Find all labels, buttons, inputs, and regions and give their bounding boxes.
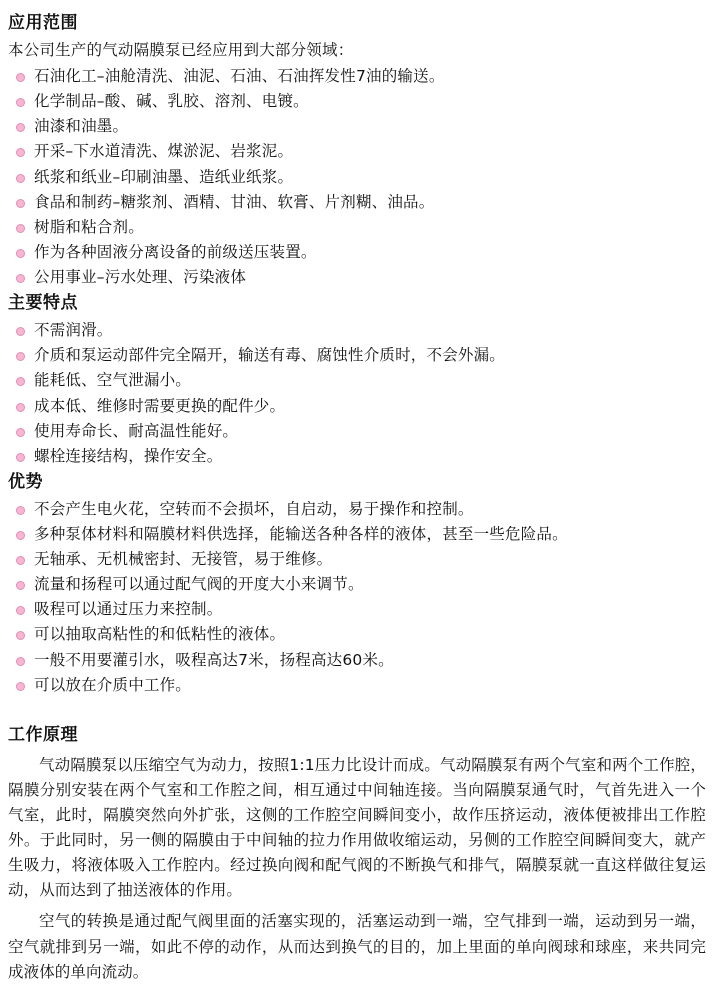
list-item xyxy=(8,139,706,164)
list-item-text: 成本低、维修时需要更换的配件少。 xyxy=(34,396,286,415)
list-item-text: 使用寿命长、耐高温性能好。 xyxy=(34,421,239,440)
list-item-text: 纸浆和纸业–印刷油墨、造纸业纸浆。 xyxy=(34,167,294,186)
list-item-text: 食品和制药–糖浆剂、酒精、甘油、软膏、片剂糊、油品。 xyxy=(34,192,435,211)
list-item-text: 可以放在介质中工作。 xyxy=(34,675,192,694)
list-item-text: 多种泵体材料和隔膜材料供选择，能输送各种各样的液体，甚至一些危险品。 xyxy=(34,525,568,544)
bullet-dot-icon xyxy=(16,556,25,565)
list-item-text: 树脂和粘合剂。 xyxy=(34,217,144,236)
list-item-text: 吸程可以通过压力来控制。 xyxy=(34,600,223,619)
list-item-text: 流量和扬程可以通过配气阀的开度大小来调节。 xyxy=(34,575,364,594)
list-item xyxy=(8,190,706,215)
bullet-dot-icon xyxy=(16,249,25,258)
list-item xyxy=(8,368,706,393)
bullet-dot-icon xyxy=(16,274,25,283)
section-title-application: 应用范围 xyxy=(8,13,78,33)
list-item-text: 能耗低、空气泄漏小。 xyxy=(34,371,192,390)
paragraph-principle-2: 空气的转换是通过配气阀里面的活塞实现的，活塞运动到一端，空气排到一端，运动到另一端，空气就排到另一端，如此不停的动作，从而达到换气的目的，加上里面的单向阀球和球座，来共同完成液体的单向流动。 xyxy=(8,912,706,981)
bullet-dot-icon xyxy=(16,73,25,82)
bullet-dot-icon xyxy=(16,428,25,437)
list-item xyxy=(8,572,706,597)
list-item-text: 开采–下水道清洗、煤淤泥、岩浆泥。 xyxy=(34,142,294,161)
list-item xyxy=(8,165,706,190)
bullet-dot-icon xyxy=(16,377,25,386)
list-item xyxy=(8,215,706,240)
list-item-text: 一般不用要灌引水，吸程高达7米，扬程高达60米。 xyxy=(34,650,394,669)
bullet-dot-icon xyxy=(16,174,25,183)
list-item xyxy=(8,114,706,139)
bullet-dot-icon xyxy=(16,631,25,640)
bullet-dot-icon xyxy=(16,352,25,361)
bullet-dot-icon xyxy=(16,148,25,157)
bullet-list-features xyxy=(8,318,706,469)
list-item-text: 化学制品–酸、碱、乳胶、溶剂、电镀。 xyxy=(34,92,309,111)
list-item xyxy=(8,419,706,444)
section-title-advantages: 优势 xyxy=(8,471,43,492)
list-item-text: 公用事业–污水处理、污染液体 xyxy=(34,267,247,286)
list-item xyxy=(8,265,706,290)
list-item xyxy=(8,64,706,89)
bullet-dot-icon xyxy=(16,606,25,615)
bullet-dot-icon xyxy=(16,657,25,666)
section-title-features: 主要特点 xyxy=(8,293,78,314)
list-item xyxy=(8,522,706,547)
list-item xyxy=(8,622,706,647)
bullet-dot-icon xyxy=(16,581,25,590)
list-item-text: 螺栓连接结构，操作安全。 xyxy=(34,446,223,465)
section-title-working-principle: 工作原理 xyxy=(8,724,78,745)
bullet-dot-icon xyxy=(16,199,25,208)
list-item-text: 无轴承、无机械密封、无接管，易于维修。 xyxy=(34,550,333,569)
bullet-dot-icon xyxy=(16,224,25,233)
list-item-text: 可以抽取高粘性的和低粘性的液体。 xyxy=(34,625,286,644)
bullet-dot-icon xyxy=(16,531,25,540)
section-lead-application: 本公司生产的气动隔膜泵已经应用到大部分领域： xyxy=(8,41,354,60)
list-item xyxy=(8,343,706,368)
bullet-dot-icon xyxy=(16,682,25,691)
list-item xyxy=(8,444,706,469)
list-item-text: 作为各种固液分离设备的前级送压装置。 xyxy=(34,242,317,261)
list-item xyxy=(8,673,706,698)
bullet-dot-icon xyxy=(16,98,25,107)
bullet-dot-icon xyxy=(16,403,25,412)
list-item xyxy=(8,497,706,522)
list-item xyxy=(8,597,706,622)
list-item xyxy=(8,547,706,572)
bullet-list-application xyxy=(8,64,706,290)
list-item xyxy=(8,318,706,343)
list-item xyxy=(8,394,706,419)
list-item xyxy=(8,89,706,114)
bullet-dot-icon xyxy=(16,327,25,336)
paragraph-principle-1: 气动隔膜泵以压缩空气为动力，按照1:1压力比设计而成。气动隔膜泵有两个气室和两个工作腔，隔膜分别安装在两个气室和工作腔之间，相互通过中间轴连接。当向隔膜泵通气时，气首先进入一个气室，此时，隔膜突然向外扩张，这侧的工作腔空间瞬间变小，故作压挤运动，液体便被排出工作腔外。于此同时，另一侧的隔膜由于中间轴的拉力作用做收缩运动，另侧的工作腔空间瞬间变大，就产生吸力，将液体吸入工作腔内。经过换向阀和配气阀的不断换气和排气，隔膜泵就一直这样做往复运动，从而达到了抽送液体的作用。 xyxy=(8,755,706,900)
list-item xyxy=(8,648,706,673)
bullet-list-advantages xyxy=(8,497,706,698)
list-item-text: 不会产生电火花，空转而不会损坏，自启动，易于操作和控制。 xyxy=(34,499,474,518)
list-item xyxy=(8,240,706,265)
bullet-dot-icon xyxy=(16,123,25,132)
bullet-dot-icon xyxy=(16,453,25,462)
list-item-text: 不需润滑。 xyxy=(34,321,113,340)
bullet-dot-icon xyxy=(16,506,25,515)
list-item-text: 石油化工–油舱清洗、油泥、石油、石油挥发性7油的输送。 xyxy=(34,67,445,86)
list-item-text: 油漆和油墨。 xyxy=(34,117,129,136)
list-item-text: 介质和泵运动部件完全隔开，输送有毒、腐蚀性介质时，不会外漏。 xyxy=(34,346,506,365)
